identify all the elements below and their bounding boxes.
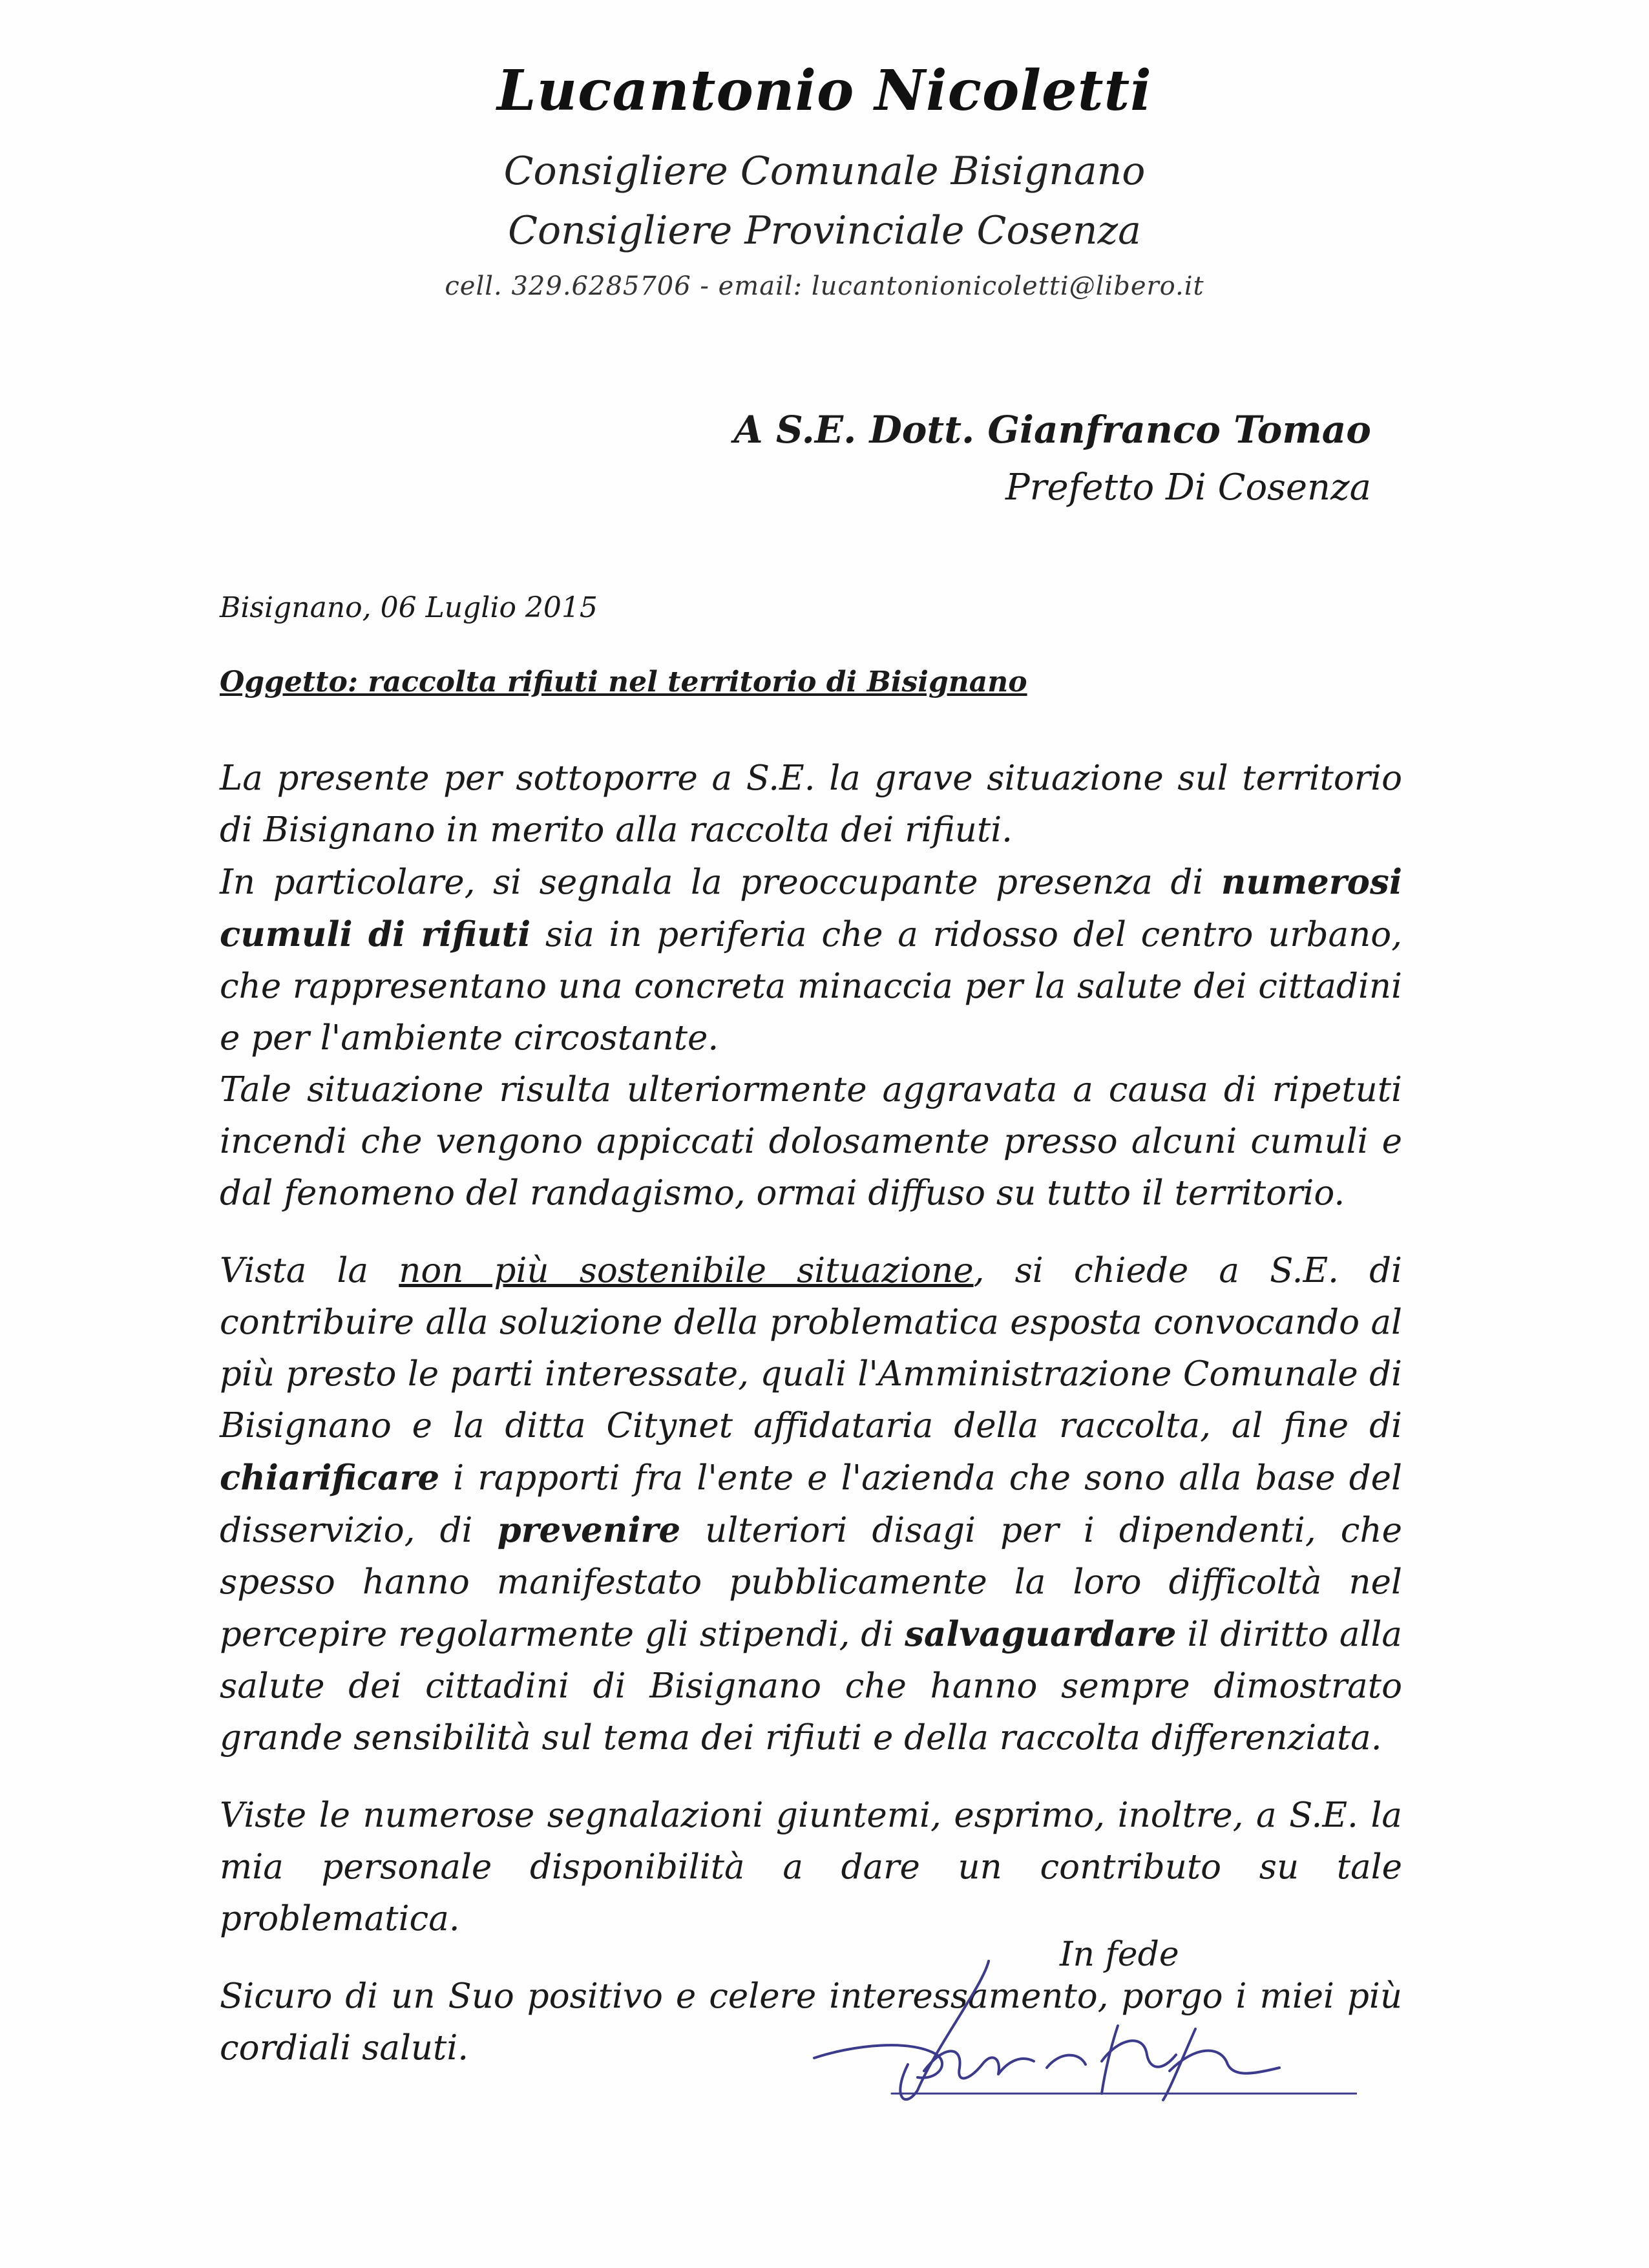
addressee-role: Prefetto Di Cosenza	[1005, 467, 1371, 509]
body-p4-text-e: il diritto alla salute dei cittadini di Bisignano che hanno sempre dimostrato grande sensibilità sul tema dei rifiuti e della raccolta differenziata.	[220, 1615, 1403, 1758]
body-paragraph-1: La presente per sottoporre a S.E. la grave situazione sul territorio di Bisignano in merito alla raccolta dei rifiuti.	[220, 759, 1402, 850]
body-p4-bold-3: salvaguardare	[905, 1614, 1177, 1654]
body-p4-bold-2: prevenire	[497, 1510, 681, 1550]
letterhead-name: Lucantonio Nicoletti	[497, 58, 1152, 123]
body-paragraph-2	[220, 856, 1402, 1064]
letter-subject: Oggetto: raccolta rifiuti nel territorio di Bisignano	[220, 666, 1027, 698]
letterhead-contact: cell. 329.6285706 - email: lucantonionicoletti@libero.it	[445, 271, 1204, 301]
handwritten-signature	[775, 1948, 1357, 2103]
letter-date: Bisignano, 06 Luglio 2015	[220, 591, 598, 624]
body-paragraph-5: Viste le numerose segnalazioni giuntemi, esprimo, inoltre, a S.E. la mia personale disponibilità a dare un contributo su tale problematica.	[220, 1796, 1402, 1938]
body-p4-text-a: Vista la	[220, 1251, 399, 1290]
closing-text: In fede	[1060, 1935, 1179, 1974]
body-p4-text-b: , si chiede a S.E. di contribuire alla soluzione della problematica esposta convocando al più presto le parti interessate, quali l'Amministrazione Comunale di Bisignano e la ditta Citynet affidataria della raccolta, al fine di	[220, 1251, 1402, 1445]
body-p4-text-d: ulteriori disagi per i dipendenti, che spesso hanno manifestato pubblicamente la loro difficoltà nel percepire regolarmente gli stipendi, di	[220, 1511, 1402, 1654]
body-paragraph-6: Sicuro di un Suo positivo e celere interessamento, porgo i miei più cordiali saluti.	[220, 1977, 1402, 2068]
addressee-block	[734, 401, 1371, 517]
letterhead-role-municipal: Consigliere Comunale Bisignano	[503, 149, 1146, 194]
letter-body	[220, 753, 1402, 2100]
body-p2-bold: numerosi cumuli di rifiuti	[220, 862, 1402, 954]
letterhead-role-provincial: Consigliere Provinciale Cosenza	[508, 208, 1141, 253]
body-paragraph-3: Tale situazione risulta ulteriormente aggravata a causa di ripetuti incendi che vengono appiccati dolosamente presso alcuni cumuli e dal fenomeno del randagismo, ormai diffuso su tutto il territorio.	[220, 1070, 1402, 1213]
body-p4-text-c: i rapporti fra l'ente e l'azienda che sono alla base del disservizio, di	[220, 1458, 1402, 1550]
addressee-name: A S.E. Dott. Gianfranco Tomao	[733, 408, 1371, 452]
body-p2-text-b: sia in periferia che a ridosso del centro urbano, che rappresentano una concreta minaccia per la salute dei cittadini e per l'ambiente circostante.	[220, 915, 1402, 1058]
body-p4-underlined: non più sostenibile situazione	[399, 1251, 974, 1290]
body-p2-text-a: In particolare, si segnala la preoccupante presenza di	[220, 863, 1221, 902]
body-p4-bold-1: chiarificare	[220, 1458, 440, 1498]
body-paragraph-4	[220, 1245, 1402, 1764]
